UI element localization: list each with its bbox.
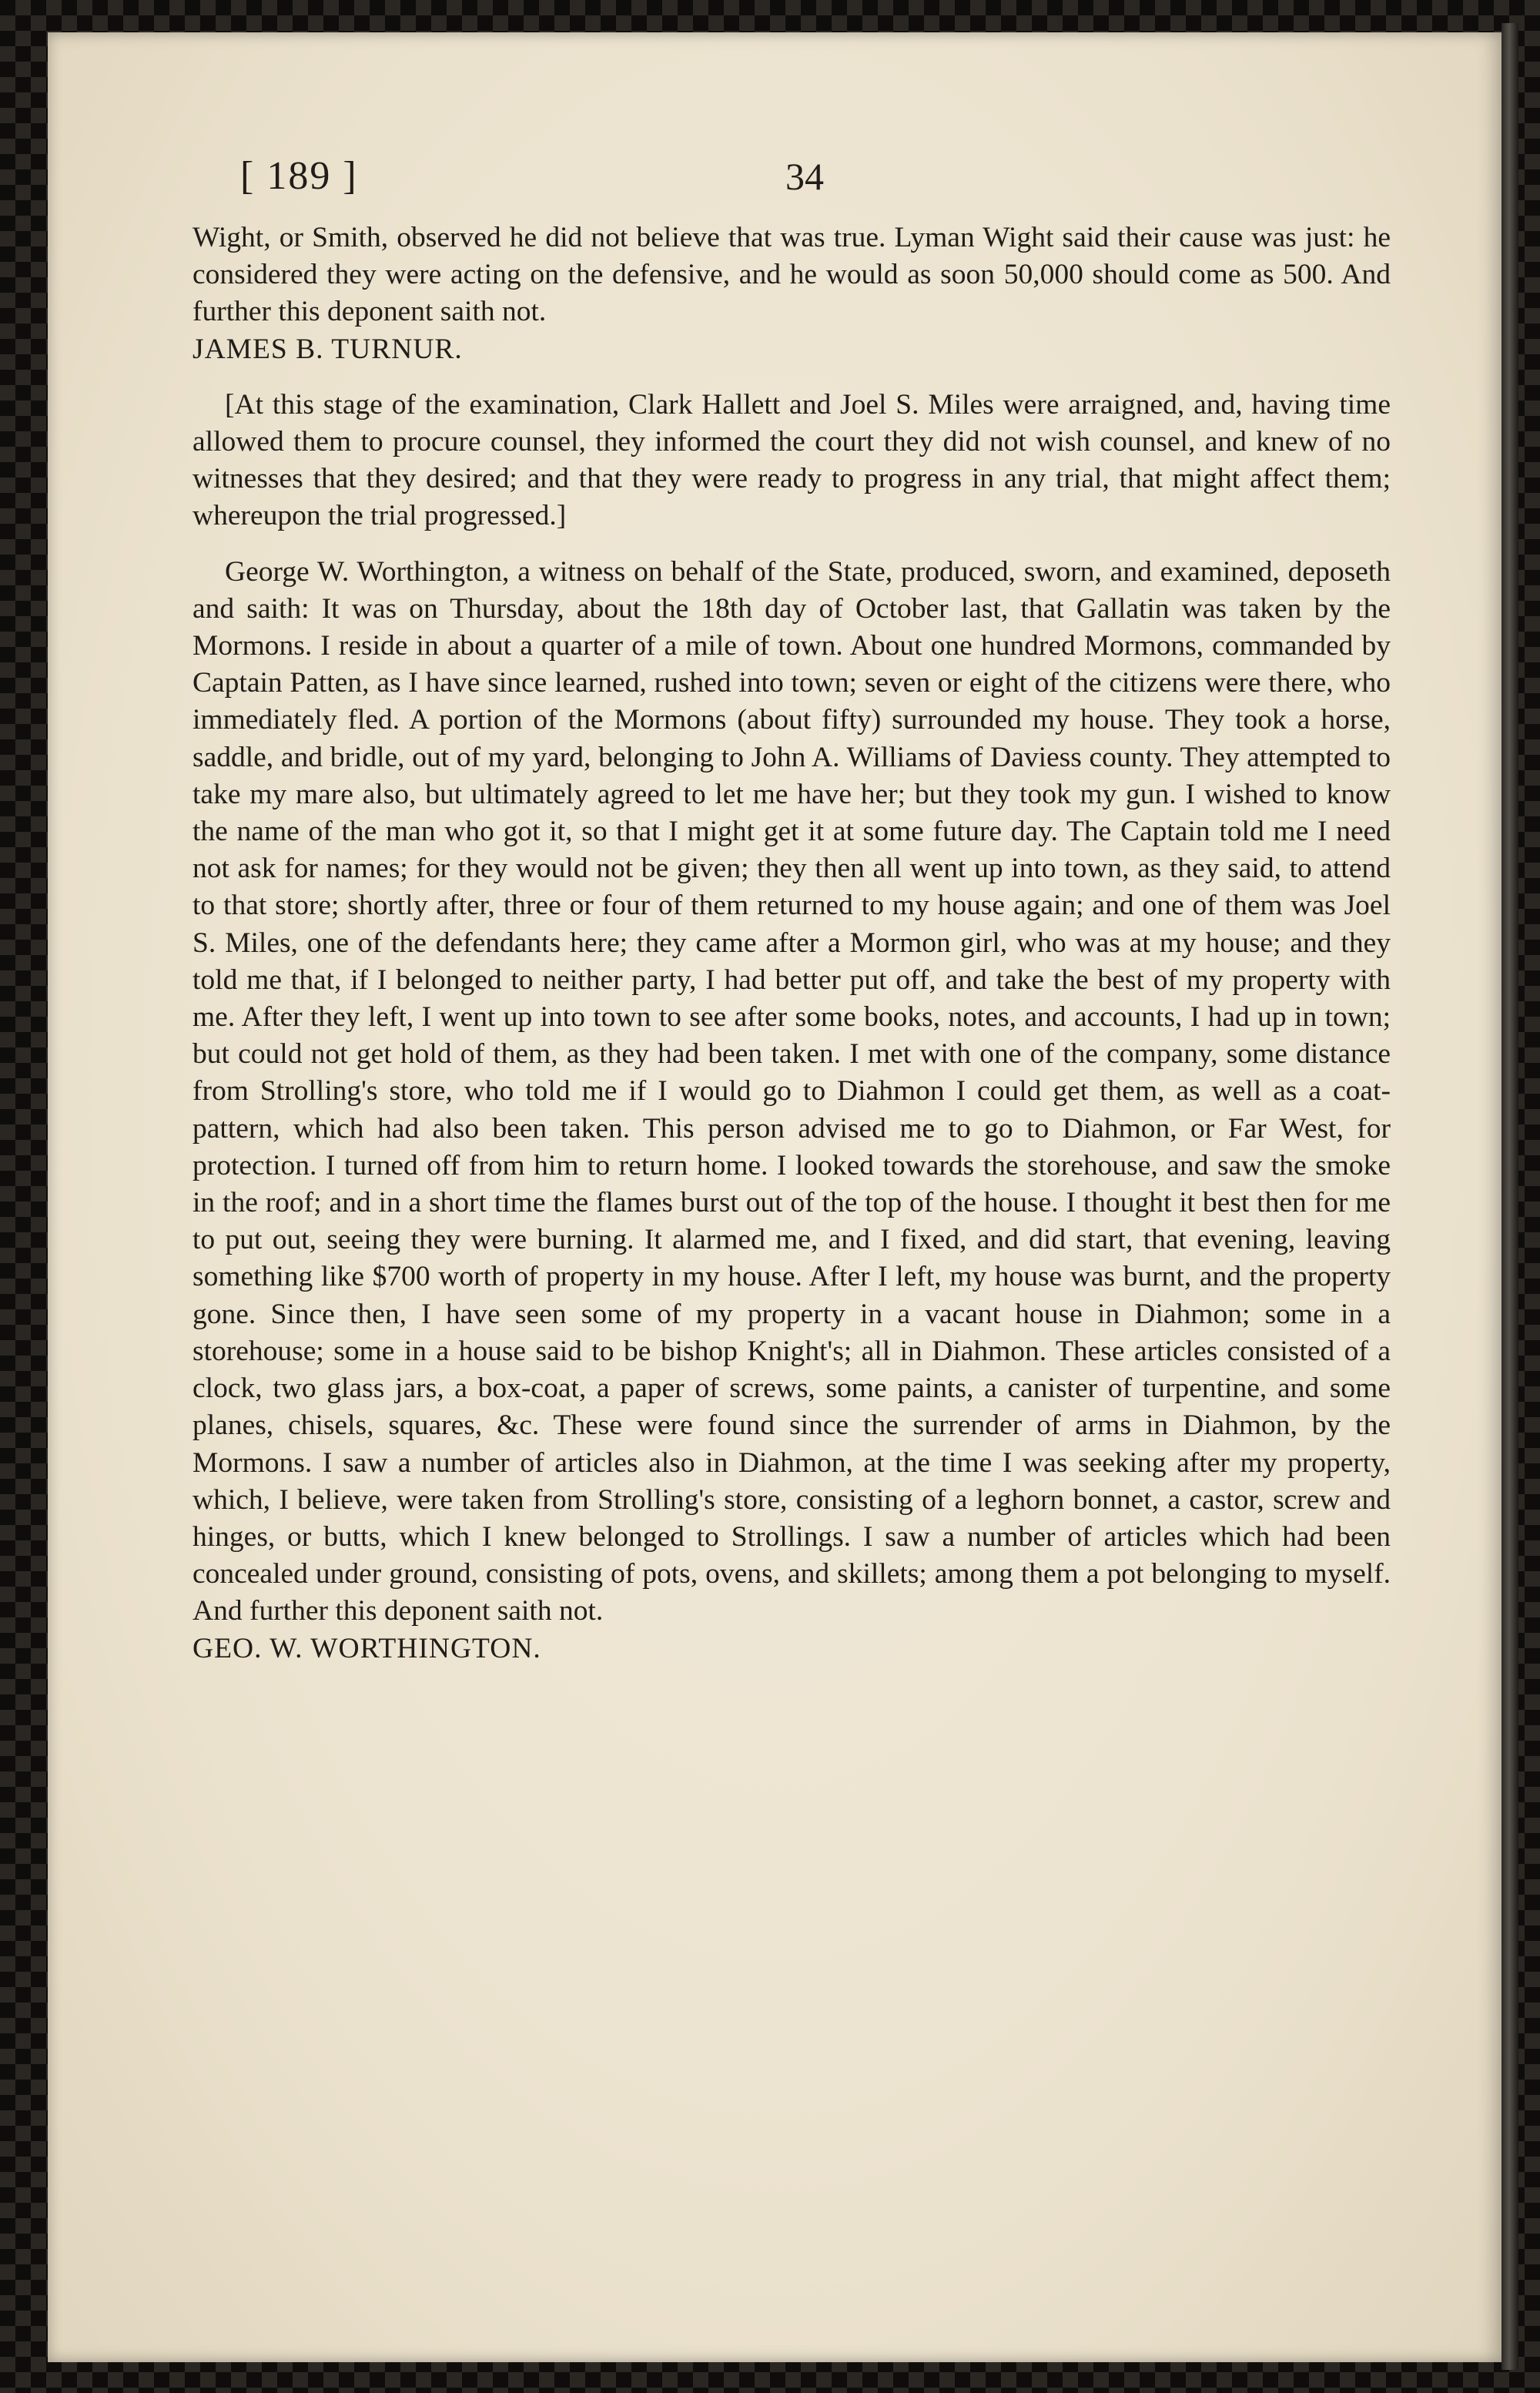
deposition-turnur-end	[192, 220, 1391, 368]
paragraph-worthington-testimony: George W. Worthington, a witness on behalf of the State, produced, sworn, and examined, deposeth and saith: It was on Thursday, about the 18th day of October last, that Gallatin was taken by the Mormons. I reside in about a quarter of a mile of town. About one hundred Mormons, commanded by Captain Patten, as I have since learned, rushed into town; seven or eight of the citizens were there, who immediately fled. A portion of the Mormons (about fifty) surrounded my house. They took a horse, saddle, and bridle, out of my yard, belonging to John A. Williams of Daviess county. They attempted to take my mare also, but ultimately agreed to let me have her; but they took my gun. I wished to know the name of the man who got it, so that I might get it at some future day. The Captain told me I need not ask for names; for they would not be given; they then all went up into town, as they said, to attend to that store; shortly after, three or four of them returned to my house again; and one of them was Joel S. Miles, one of the defendants here; they came after a Mormon girl, who was at my house; and they told me that, if I belonged to neither party, I had better put off, and take the best of my property with me. After they left, I went up into town to see after some books, notes, and accounts, I had up in town; but could not get hold of them, as they had been taken. I met with one of the company, some distance from Strolling's store, who told me if I would go to Diahmon I could get them, as well as a coat-pattern, which had also been taken. This person advised me to go to Diahmon, or Far West, for protection. I turned off from him to return home. I looked towards the storehouse, and saw the smoke in the roof; and in a short time the flames burst out of the top of the house. I thought it best then for me to put out, seeing they were burning. It alarmed me, and I fixed, and did start, that evening, leaving something like $700 worth of property in my house. After I left, my house was burnt, and the property gone. Since then, I have seen some of my property in a vacant house in Diahmon; some in a storehouse; some in a house said to be bishop Knight's; all in Diahmon. These articles consisted of a clock, two glass jars, a box-coat, a paper of screws, some paints, a canister of turpentine, and some planes, chisels, squares, &c. These were found since the surrender of arms in Diahmon, by the Mormons. I saw a number of articles also in Diahmon, at the time I was seeking after my property, which, I believe, were taken from Strolling's store, consisting of a leghorn bonnet, a castor, screw and hinges, or butts, which I knew belonged to Strollings. I saw a number of articles which had been concealed under ground, consisting of pots, ovens, and skillets; among them a pot belonging to myself. And further this deponent saith not.	[192, 555, 1391, 1627]
page-number: 34	[785, 155, 824, 198]
paragraph-turnur-closing: Wight, or Smith, observed he did not believe that was true. Lyman Wight said their cause was just: he considered they were acting on the defensive, and he would as soon 50,000 should come as 500. And further this deponent saith not.	[192, 222, 1391, 328]
book-spine	[1502, 23, 1518, 2370]
paragraph-gap	[192, 535, 1391, 554]
page-text	[192, 150, 1391, 1667]
folio-number: [ 189 ]	[240, 154, 358, 198]
deposition-worthington	[192, 554, 1391, 1667]
signature-turnur: JAMES B. TURNUR.	[192, 333, 463, 365]
running-head	[192, 150, 1391, 220]
examination-note	[192, 387, 1391, 535]
signature-worthington: GEO. W. WORTHINGTON.	[192, 1632, 541, 1664]
paragraph-examination-note: [At this stage of the examination, Clark Hallett and Joel S. Miles were arraigned, and, having time allowed them to procure counsel, they informed the court they did not wish counsel, and knew of no witnesses that they desired; and that they were ready to progress in any trial, that might affect them; whereupon the trial progressed.]	[192, 388, 1391, 532]
paragraph-gap	[192, 368, 1391, 387]
